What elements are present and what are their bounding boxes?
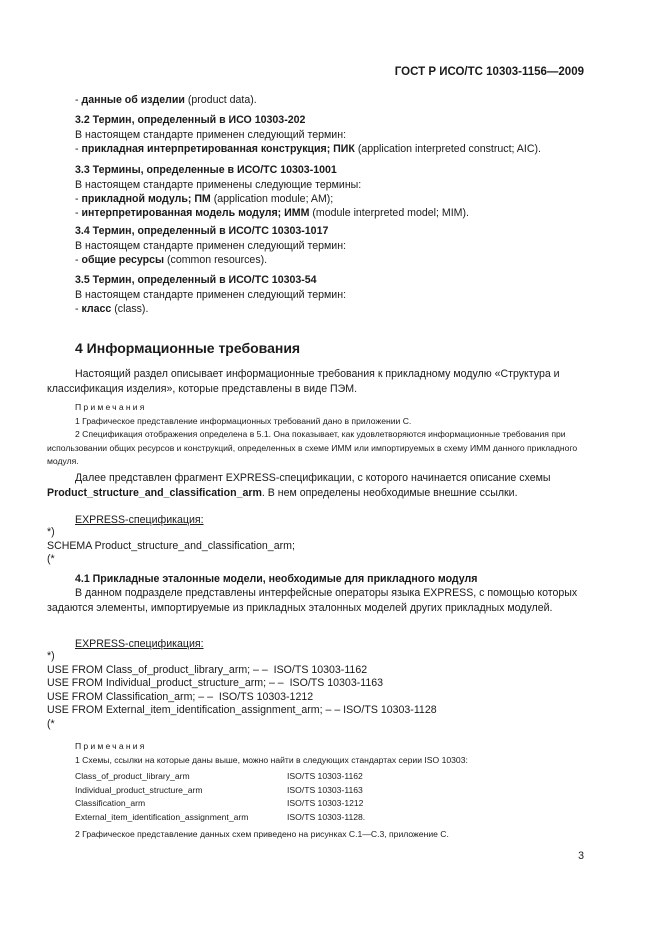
term-english: (common resources). — [164, 254, 268, 266]
term-name: общие ресурсы — [81, 254, 165, 266]
standard-cell: ISO/TS 10303-1128. — [287, 811, 366, 822]
schema-table — [75, 770, 365, 824]
section-4-1-title: 4.1 Прикладные эталонные модели, необходимые для прикладного модуля — [75, 573, 478, 585]
express-label: EXPRESS-спецификация: — [75, 638, 204, 650]
term-name: прикладная интерпретированная конструкция; ПИК — [81, 143, 355, 155]
notes-label: Примечания — [75, 402, 147, 412]
page-header-standard: ГОСТ Р ИСО/ТС 10303-1156—2009 — [394, 66, 584, 78]
section-4-paragraph-2 — [47, 471, 584, 501]
note-2: 2 Спецификация отображения определена в 5.1. Она показывает, как удовлетворяются информационные требования при использовании общих ресурсов и конструкций, определенных в схеме ИММ или импортируемых в схему ИММ данного прикладного модуля. — [47, 429, 578, 466]
express-label: EXPRESS-спецификация: — [75, 514, 204, 526]
express-code-block: *) USE FROM Class_of_product_library_arm; – – ISO/TS 10303-1162 USE FROM Individual_product_structure_arm; – – ISO/TS 10303-1163 USE FROM Classification_arm; – – ISO/TS 10303-1212 USE FROM External_item_identification_assignment_arm; – – ISO/TS 10303-1128 (* — [47, 650, 437, 730]
section-3-4-title: 3.4 Термин, определенный в ИСО/ТС 10303-1017 — [75, 225, 329, 237]
section-4-paragraph: Настоящий раздел описывает информационные требования к прикладному модулю «Структура и классификация изделия», которые представлены в виде ПЭМ. — [47, 368, 560, 395]
section-3-4-intro: В настоящем стандарте применен следующий термин: — [75, 240, 347, 252]
table-row — [75, 770, 365, 784]
section-3-5-title: 3.5 Термин, определенный в ИСО/ТС 10303-54 — [75, 274, 317, 286]
term-name: данные об изделии — [81, 94, 185, 106]
term-list-item: - прикладной модуль; ПМ (application module; AM); — [75, 193, 334, 205]
note-1: 1 Графическое представление информационных требований дано в приложении С. — [75, 415, 412, 426]
note-2: 2 Графическое представление данных схем приведено на рисунках С.1—С.3, приложение С. — [75, 829, 449, 839]
section-3-3-title: 3.3 Термины, определенные в ИСО/ТС 10303-1001 — [75, 164, 337, 176]
term-list-item: - интерпретированная модель модуля; ИММ (module interpreted model; MIM). — [75, 207, 469, 219]
note-2-block — [47, 828, 584, 842]
section-3-2-intro: В настоящем стандарте применен следующий термин: — [75, 129, 347, 141]
note-1: 1 Схемы, ссылки на которые даны выше, можно найти в следующих стандартах серии ISO 10303: — [75, 754, 468, 765]
schema-cell: Class_of_product_library_arm — [75, 771, 190, 781]
notes-block — [47, 401, 584, 469]
table-row — [75, 797, 365, 811]
para-text: . В нем определены необходимые внешние ссылки. — [261, 487, 518, 499]
dash: - — [75, 94, 79, 106]
term-english: (product data). — [184, 94, 257, 106]
section-4-1-paragraph: В данном подразделе представлены интерфейсные операторы языка EXPRESS, с помощью которых задаются элементы, импортируемые из прикладных эталонных моделей других прикладных модулей. — [47, 587, 578, 614]
section-3-2-title: 3.2 Термин, определенный в ИСО 10303-202 — [75, 114, 306, 126]
schema-name: Product_structure_and_classification_arm — [47, 487, 262, 499]
standard-cell: ISO/TS 10303-1163 — [287, 784, 363, 795]
term-english: (class). — [111, 303, 149, 315]
section-3-3-intro: В настоящем стандарте применены следующие термины: — [75, 179, 362, 191]
term-list-item: - класс (class). — [75, 303, 149, 315]
schema-cell: Individual_product_structure_arm — [75, 784, 203, 795]
term-list-item: - прикладная интерпретированная конструкция; ПИК (application interpreted construct; AIC). — [75, 143, 541, 155]
notes-label: Примечания — [75, 741, 147, 751]
table-row — [75, 784, 365, 798]
express-code-block: *) SCHEMA Product_structure_and_classification_arm; (* — [47, 526, 295, 565]
standard-cell: ISO/TS 10303-1212 — [287, 798, 364, 808]
term-name: интерпретированная модель модуля; ИММ — [81, 207, 310, 219]
term-name: прикладной модуль; ПМ — [81, 193, 211, 205]
term-english: (module interpreted model; MIM). — [309, 207, 469, 219]
page-number: 3 — [578, 850, 584, 862]
table-row — [75, 811, 365, 825]
term-list-item — [75, 93, 584, 107]
term-name: класс — [81, 303, 112, 315]
schema-cell: External_item_identification_assignment_arm — [75, 811, 249, 822]
para-text: Далее представлен фрагмент EXPRESS-спецификации, с которого начинается описание схемы — [75, 472, 551, 484]
standard-cell: ISO/TS 10303-1162 — [287, 771, 363, 781]
term-english: (application module; AM); — [210, 193, 334, 205]
schema-cell: Classification_arm — [75, 798, 146, 808]
section-3-5-intro: В настоящем стандарте применен следующий термин: — [75, 289, 347, 301]
section-4-title: 4 Информационные требования — [75, 340, 301, 356]
term-list-item: - общие ресурсы (common resources). — [75, 254, 268, 266]
notes-block — [47, 740, 584, 767]
term-english: (application interpreted construct; AIC). — [354, 143, 541, 155]
